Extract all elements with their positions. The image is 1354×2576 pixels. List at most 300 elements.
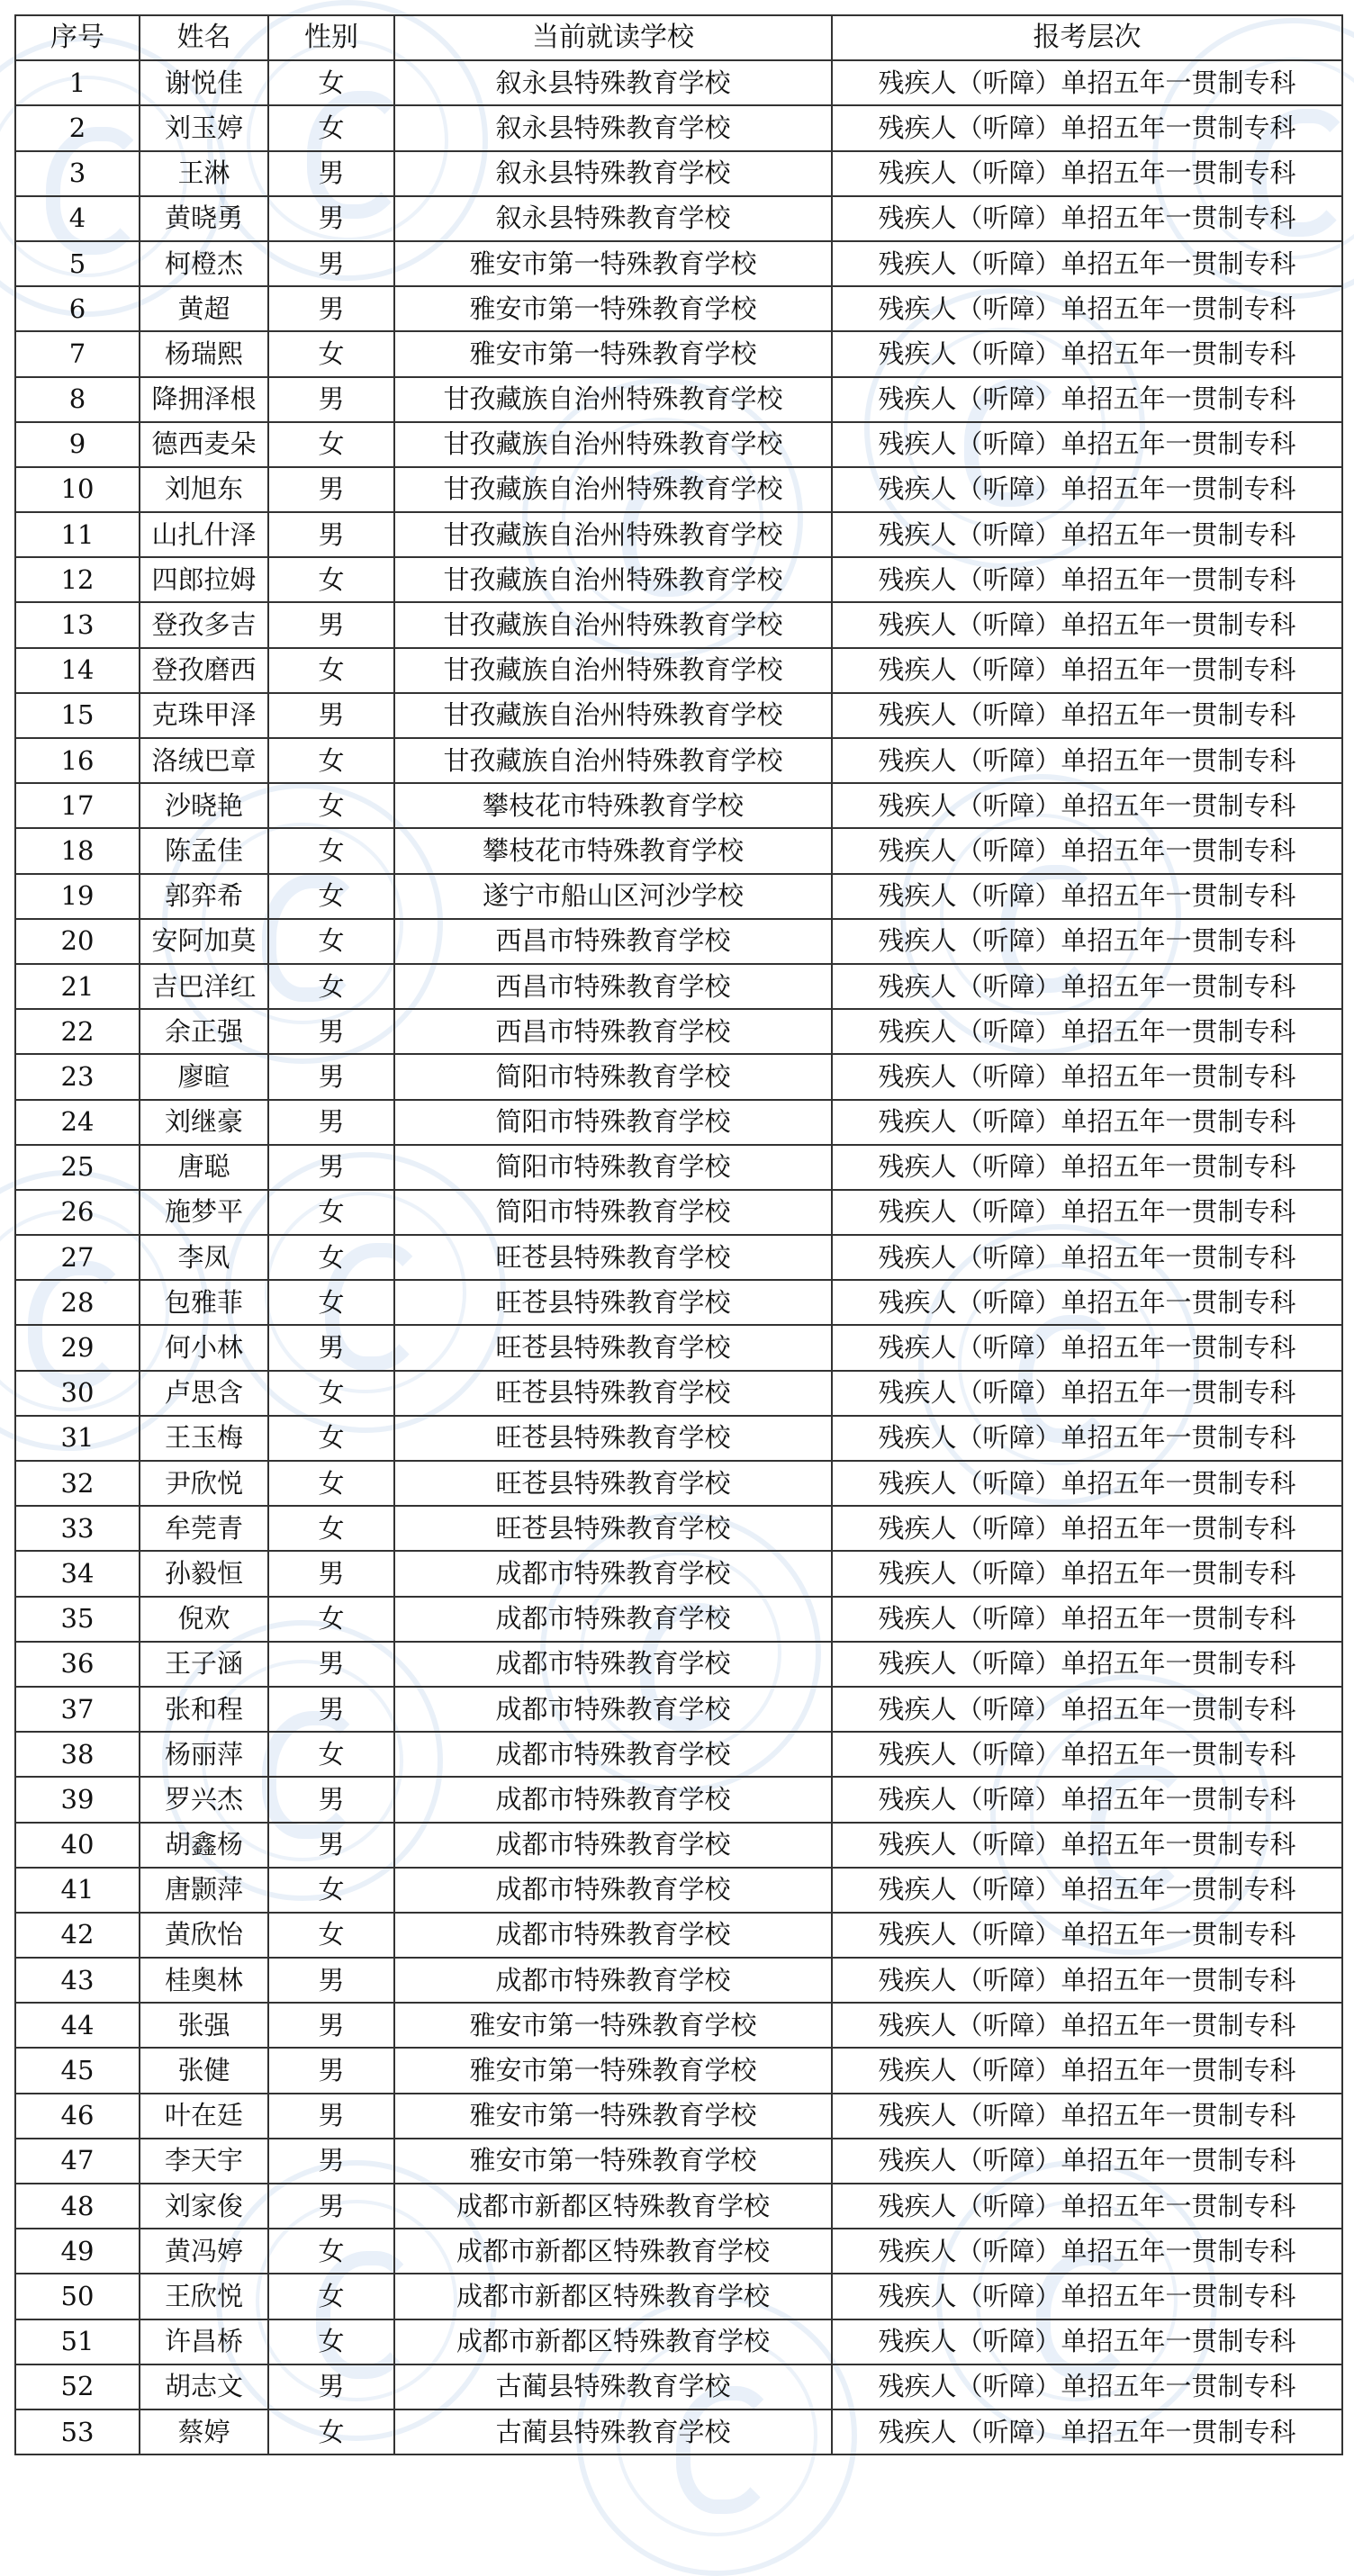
student-name-cell: 四郎拉姆: [140, 557, 268, 602]
gender-cell: 男: [268, 1145, 394, 1190]
table-row: [15, 2229, 1342, 2274]
level-cell: 残疾人（听障）单招五年一贯制专科: [832, 964, 1342, 1009]
row-index-cell: 33: [15, 1506, 140, 1551]
level-cell: 残疾人（听障）单招五年一贯制专科: [832, 2274, 1342, 2319]
table-row: [15, 783, 1342, 828]
student-name-cell: 张强: [140, 2003, 268, 2048]
school-cell: 旺苍县特殊教育学校: [394, 1325, 832, 1370]
table-row: [15, 196, 1342, 241]
gender-cell: 女: [268, 1416, 394, 1461]
school-cell: 旺苍县特殊教育学校: [394, 1506, 832, 1551]
student-name-cell: 叶在廷: [140, 2094, 268, 2139]
school-cell: 雅安市第一特殊教育学校: [394, 2048, 832, 2093]
header-row: [15, 15, 1342, 60]
student-name-cell: 登孜磨西: [140, 648, 268, 693]
table-row: [15, 2139, 1342, 2184]
header-name: 姓名: [140, 15, 268, 60]
gender-cell: 女: [268, 738, 394, 783]
level-cell: 残疾人（听障）单招五年一贯制专科: [832, 783, 1342, 828]
gender-cell: 男: [268, 2003, 394, 2048]
school-cell: 雅安市第一特殊教育学校: [394, 2003, 832, 2048]
level-cell: 残疾人（听障）单招五年一贯制专科: [832, 2364, 1342, 2409]
table-row: [15, 557, 1342, 602]
level-cell: 残疾人（听障）单招五年一贯制专科: [832, 196, 1342, 241]
table-row: [15, 2274, 1342, 2319]
row-index-cell: 41: [15, 1868, 140, 1913]
school-cell: 旺苍县特殊教育学校: [394, 1416, 832, 1461]
row-index-cell: 37: [15, 1687, 140, 1732]
row-index-cell: 26: [15, 1190, 140, 1235]
row-index-cell: 5: [15, 241, 140, 286]
header-index: 序号: [15, 15, 140, 60]
table-row: [15, 60, 1342, 105]
student-name-cell: 王欣悦: [140, 2274, 268, 2319]
student-name-cell: 倪欢: [140, 1597, 268, 1642]
student-name-cell: 柯橙杰: [140, 241, 268, 286]
student-name-cell: 王玉梅: [140, 1416, 268, 1461]
level-cell: 残疾人（听障）单招五年一贯制专科: [832, 1913, 1342, 1958]
student-name-cell: 许昌桥: [140, 2319, 268, 2364]
table-row: [15, 2094, 1342, 2139]
table-row: [15, 105, 1342, 150]
table-row: [15, 2003, 1342, 2048]
row-index-cell: 25: [15, 1145, 140, 1190]
level-cell: 残疾人（听障）单招五年一贯制专科: [832, 2003, 1342, 2048]
level-cell: 残疾人（听障）单招五年一贯制专科: [832, 60, 1342, 105]
gender-cell: 女: [268, 919, 394, 964]
row-index-cell: 14: [15, 648, 140, 693]
gender-cell: 男: [268, 602, 394, 647]
row-index-cell: 19: [15, 874, 140, 919]
level-cell: 残疾人（听障）单招五年一贯制专科: [832, 1868, 1342, 1913]
student-name-cell: 王子涵: [140, 1642, 268, 1687]
student-roster-table: [14, 14, 1343, 2455]
student-name-cell: 登孜多吉: [140, 602, 268, 647]
table-row: [15, 1823, 1342, 1868]
table-row: [15, 1551, 1342, 1596]
level-cell: 残疾人（听障）单招五年一贯制专科: [832, 648, 1342, 693]
student-name-cell: 克珠甲泽: [140, 693, 268, 738]
level-cell: 残疾人（听障）单招五年一贯制专科: [832, 1732, 1342, 1777]
school-cell: 旺苍县特殊教育学校: [394, 1235, 832, 1280]
gender-cell: 男: [268, 196, 394, 241]
table-row: [15, 1461, 1342, 1506]
student-name-cell: 桂奥林: [140, 1958, 268, 2003]
school-cell: 成都市新都区特殊教育学校: [394, 2274, 832, 2319]
level-cell: 残疾人（听障）单招五年一贯制专科: [832, 1551, 1342, 1596]
table-row: [15, 377, 1342, 422]
gender-cell: 女: [268, 60, 394, 105]
school-cell: 叙永县特殊教育学校: [394, 196, 832, 241]
level-cell: 残疾人（听障）单招五年一贯制专科: [832, 1777, 1342, 1822]
gender-cell: 男: [268, 512, 394, 557]
student-name-cell: 胡鑫杨: [140, 1823, 268, 1868]
row-index-cell: 52: [15, 2364, 140, 2409]
level-cell: 残疾人（听障）单招五年一贯制专科: [832, 2319, 1342, 2364]
school-cell: 甘孜藏族自治州特殊教育学校: [394, 648, 832, 693]
row-index-cell: 20: [15, 919, 140, 964]
school-cell: 雅安市第一特殊教育学校: [394, 331, 832, 376]
school-cell: 西昌市特殊教育学校: [394, 919, 832, 964]
row-index-cell: 36: [15, 1642, 140, 1687]
level-cell: 残疾人（听障）单招五年一贯制专科: [832, 1597, 1342, 1642]
gender-cell: 女: [268, 2409, 394, 2454]
table-row: [15, 1868, 1342, 1913]
student-name-cell: 黄晓勇: [140, 196, 268, 241]
table-row: [15, 2409, 1342, 2454]
table-row: [15, 738, 1342, 783]
gender-cell: 男: [268, 2139, 394, 2184]
gender-cell: 女: [268, 1190, 394, 1235]
student-name-cell: 沙晓艳: [140, 783, 268, 828]
student-name-cell: 德西麦朵: [140, 422, 268, 467]
level-cell: 残疾人（听障）单招五年一贯制专科: [832, 105, 1342, 150]
table-row: [15, 1777, 1342, 1822]
school-cell: 西昌市特殊教育学校: [394, 964, 832, 1009]
level-cell: 残疾人（听障）单招五年一贯制专科: [832, 1958, 1342, 2003]
school-cell: 雅安市第一特殊教育学校: [394, 286, 832, 331]
table-row: [15, 1054, 1342, 1099]
gender-cell: 女: [268, 1597, 394, 1642]
row-index-cell: 30: [15, 1371, 140, 1416]
row-index-cell: 11: [15, 512, 140, 557]
row-index-cell: 1: [15, 60, 140, 105]
level-cell: 残疾人（听障）单招五年一贯制专科: [832, 557, 1342, 602]
row-index-cell: 13: [15, 602, 140, 647]
table-row: [15, 1371, 1342, 1416]
row-index-cell: 6: [15, 286, 140, 331]
row-index-cell: 12: [15, 557, 140, 602]
school-cell: 成都市特殊教育学校: [394, 1732, 832, 1777]
table-row: [15, 1009, 1342, 1054]
student-name-cell: 刘家俊: [140, 2184, 268, 2229]
gender-cell: 女: [268, 828, 394, 873]
student-name-cell: 孙毅恒: [140, 1551, 268, 1596]
level-cell: 残疾人（听障）单招五年一贯制专科: [832, 1823, 1342, 1868]
level-cell: 残疾人（听障）单招五年一贯制专科: [832, 1100, 1342, 1145]
gender-cell: 男: [268, 1325, 394, 1370]
row-index-cell: 38: [15, 1732, 140, 1777]
row-index-cell: 16: [15, 738, 140, 783]
table-row: [15, 1687, 1342, 1732]
student-name-cell: 王淋: [140, 151, 268, 196]
school-cell: 叙永县特殊教育学校: [394, 60, 832, 105]
table-row: [15, 1235, 1342, 1280]
level-cell: 残疾人（听障）单招五年一贯制专科: [832, 1235, 1342, 1280]
school-cell: 成都市新都区特殊教育学校: [394, 2319, 832, 2364]
level-cell: 残疾人（听障）单招五年一贯制专科: [832, 286, 1342, 331]
row-index-cell: 47: [15, 2139, 140, 2184]
table-row: [15, 151, 1342, 196]
table-row: [15, 422, 1342, 467]
gender-cell: 女: [268, 1913, 394, 1958]
row-index-cell: 44: [15, 2003, 140, 2048]
gender-cell: 女: [268, 1371, 394, 1416]
level-cell: 残疾人（听障）单招五年一贯制专科: [832, 693, 1342, 738]
school-cell: 攀枝花市特殊教育学校: [394, 783, 832, 828]
gender-cell: 女: [268, 1868, 394, 1913]
table-row: [15, 1642, 1342, 1687]
header-school: 当前就读学校: [394, 15, 832, 60]
school-cell: 成都市特殊教育学校: [394, 1958, 832, 2003]
student-name-cell: 杨瑞熙: [140, 331, 268, 376]
level-cell: 残疾人（听障）单招五年一贯制专科: [832, 1371, 1342, 1416]
level-cell: 残疾人（听障）单招五年一贯制专科: [832, 738, 1342, 783]
row-index-cell: 49: [15, 2229, 140, 2274]
school-cell: 简阳市特殊教育学校: [394, 1054, 832, 1099]
level-cell: 残疾人（听障）单招五年一贯制专科: [832, 602, 1342, 647]
school-cell: 甘孜藏族自治州特殊教育学校: [394, 738, 832, 783]
student-name-cell: 黄超: [140, 286, 268, 331]
level-cell: 残疾人（听障）单招五年一贯制专科: [832, 467, 1342, 512]
gender-cell: 女: [268, 2274, 394, 2319]
row-index-cell: 45: [15, 2048, 140, 2093]
row-index-cell: 15: [15, 693, 140, 738]
school-cell: 简阳市特殊教育学校: [394, 1145, 832, 1190]
row-index-cell: 53: [15, 2409, 140, 2454]
row-index-cell: 29: [15, 1325, 140, 1370]
student-name-cell: 张和程: [140, 1687, 268, 1732]
header-gender: 性别: [268, 15, 394, 60]
gender-cell: 女: [268, 1506, 394, 1551]
row-index-cell: 28: [15, 1280, 140, 1325]
table-row: [15, 828, 1342, 873]
school-cell: 甘孜藏族自治州特殊教育学校: [394, 693, 832, 738]
row-index-cell: 3: [15, 151, 140, 196]
row-index-cell: 4: [15, 196, 140, 241]
level-cell: 残疾人（听障）单招五年一贯制专科: [832, 1687, 1342, 1732]
student-name-cell: 安阿加莫: [140, 919, 268, 964]
student-name-cell: 尹欣悦: [140, 1461, 268, 1506]
row-index-cell: 10: [15, 467, 140, 512]
gender-cell: 男: [268, 2094, 394, 2139]
level-cell: 残疾人（听障）单招五年一贯制专科: [832, 1416, 1342, 1461]
student-name-cell: 李凤: [140, 1235, 268, 1280]
gender-cell: 女: [268, 2229, 394, 2274]
school-cell: 叙永县特殊教育学校: [394, 151, 832, 196]
student-name-cell: 陈孟佳: [140, 828, 268, 873]
row-index-cell: 9: [15, 422, 140, 467]
row-index-cell: 51: [15, 2319, 140, 2364]
gender-cell: 女: [268, 422, 394, 467]
table-body: [15, 60, 1342, 2454]
gender-cell: 男: [268, 2364, 394, 2409]
gender-cell: 男: [268, 2184, 394, 2229]
table-row: [15, 1958, 1342, 2003]
level-cell: 残疾人（听障）单招五年一贯制专科: [832, 422, 1342, 467]
table-row: [15, 331, 1342, 376]
school-cell: 甘孜藏族自治州特殊教育学校: [394, 467, 832, 512]
table-row: [15, 1190, 1342, 1235]
gender-cell: 女: [268, 2319, 394, 2364]
school-cell: 成都市特殊教育学校: [394, 1777, 832, 1822]
table-row: [15, 2319, 1342, 2364]
student-name-cell: 施梦平: [140, 1190, 268, 1235]
table-row: [15, 1416, 1342, 1461]
student-name-cell: 刘旭东: [140, 467, 268, 512]
school-cell: 雅安市第一特殊教育学校: [394, 2139, 832, 2184]
table-row: [15, 964, 1342, 1009]
gender-cell: 男: [268, 2048, 394, 2093]
school-cell: 古蔺县特殊教育学校: [394, 2364, 832, 2409]
gender-cell: 男: [268, 1642, 394, 1687]
row-index-cell: 27: [15, 1235, 140, 1280]
row-index-cell: 8: [15, 377, 140, 422]
student-name-cell: 唐聪: [140, 1145, 268, 1190]
student-name-cell: 罗兴杰: [140, 1777, 268, 1822]
school-cell: 成都市新都区特殊教育学校: [394, 2184, 832, 2229]
table-row: [15, 467, 1342, 512]
school-cell: 旺苍县特殊教育学校: [394, 1371, 832, 1416]
gender-cell: 男: [268, 1687, 394, 1732]
school-cell: 成都市特殊教育学校: [394, 1913, 832, 1958]
school-cell: 甘孜藏族自治州特殊教育学校: [394, 602, 832, 647]
table-row: [15, 1732, 1342, 1777]
row-index-cell: 32: [15, 1461, 140, 1506]
level-cell: 残疾人（听障）单招五年一贯制专科: [832, 1009, 1342, 1054]
row-index-cell: 24: [15, 1100, 140, 1145]
school-cell: 成都市特殊教育学校: [394, 1597, 832, 1642]
table-row: [15, 241, 1342, 286]
school-cell: 旺苍县特殊教育学校: [394, 1461, 832, 1506]
student-name-cell: 廖暄: [140, 1054, 268, 1099]
table-row: [15, 648, 1342, 693]
school-cell: 成都市新都区特殊教育学校: [394, 2229, 832, 2274]
school-cell: 成都市特殊教育学校: [394, 1551, 832, 1596]
row-index-cell: 21: [15, 964, 140, 1009]
gender-cell: 男: [268, 1100, 394, 1145]
student-name-cell: 卢思含: [140, 1371, 268, 1416]
school-cell: 叙永县特殊教育学校: [394, 105, 832, 150]
school-cell: 成都市特殊教育学校: [394, 1642, 832, 1687]
school-cell: 甘孜藏族自治州特殊教育学校: [394, 422, 832, 467]
student-name-cell: 余正强: [140, 1009, 268, 1054]
gender-cell: 女: [268, 1280, 394, 1325]
table-row: [15, 1100, 1342, 1145]
row-index-cell: 2: [15, 105, 140, 150]
table-row: [15, 1506, 1342, 1551]
table-row: [15, 2184, 1342, 2229]
school-cell: 甘孜藏族自治州特殊教育学校: [394, 512, 832, 557]
gender-cell: 男: [268, 1777, 394, 1822]
row-index-cell: 42: [15, 1913, 140, 1958]
level-cell: 残疾人（听障）单招五年一贯制专科: [832, 828, 1342, 873]
level-cell: 残疾人（听障）单招五年一贯制专科: [832, 919, 1342, 964]
student-name-cell: 胡志文: [140, 2364, 268, 2409]
level-cell: 残疾人（听障）单招五年一贯制专科: [832, 2409, 1342, 2454]
gender-cell: 女: [268, 1461, 394, 1506]
gender-cell: 男: [268, 377, 394, 422]
row-index-cell: 40: [15, 1823, 140, 1868]
level-cell: 残疾人（听障）单招五年一贯制专科: [832, 2184, 1342, 2229]
student-name-cell: 吉巴洋红: [140, 964, 268, 1009]
level-cell: 残疾人（听障）单招五年一贯制专科: [832, 1054, 1342, 1099]
student-name-cell: 刘继豪: [140, 1100, 268, 1145]
level-cell: 残疾人（听障）单招五年一贯制专科: [832, 1461, 1342, 1506]
table-row: [15, 602, 1342, 647]
level-cell: 残疾人（听障）单招五年一贯制专科: [832, 151, 1342, 196]
level-cell: 残疾人（听障）单招五年一贯制专科: [832, 377, 1342, 422]
student-name-cell: 包雅菲: [140, 1280, 268, 1325]
student-name-cell: 杨丽萍: [140, 1732, 268, 1777]
gender-cell: 女: [268, 557, 394, 602]
student-name-cell: 谢悦佳: [140, 60, 268, 105]
student-name-cell: 降拥泽根: [140, 377, 268, 422]
student-name-cell: 蔡婷: [140, 2409, 268, 2454]
student-name-cell: 张健: [140, 2048, 268, 2093]
student-name-cell: 黄冯婷: [140, 2229, 268, 2274]
gender-cell: 男: [268, 286, 394, 331]
row-index-cell: 34: [15, 1551, 140, 1596]
level-cell: 残疾人（听障）单招五年一贯制专科: [832, 2094, 1342, 2139]
student-name-cell: 黄欣怡: [140, 1913, 268, 1958]
table-row: [15, 1597, 1342, 1642]
level-cell: 残疾人（听障）单招五年一贯制专科: [832, 512, 1342, 557]
student-name-cell: 刘玉婷: [140, 105, 268, 150]
gender-cell: 女: [268, 783, 394, 828]
level-cell: 残疾人（听障）单招五年一贯制专科: [832, 331, 1342, 376]
gender-cell: 男: [268, 693, 394, 738]
header-level: 报考层次: [832, 15, 1342, 60]
school-cell: 旺苍县特殊教育学校: [394, 1280, 832, 1325]
student-name-cell: 何小林: [140, 1325, 268, 1370]
school-cell: 简阳市特殊教育学校: [394, 1100, 832, 1145]
table-row: [15, 1145, 1342, 1190]
row-index-cell: 50: [15, 2274, 140, 2319]
level-cell: 残疾人（听障）单招五年一贯制专科: [832, 1190, 1342, 1235]
gender-cell: 男: [268, 1551, 394, 1596]
table-row: [15, 1913, 1342, 1958]
student-name-cell: 山扎什泽: [140, 512, 268, 557]
gender-cell: 女: [268, 1732, 394, 1777]
school-cell: 雅安市第一特殊教育学校: [394, 2094, 832, 2139]
school-cell: 古蔺县特殊教育学校: [394, 2409, 832, 2454]
school-cell: 攀枝花市特殊教育学校: [394, 828, 832, 873]
school-cell: 遂宁市船山区河沙学校: [394, 874, 832, 919]
level-cell: 残疾人（听障）单招五年一贯制专科: [832, 874, 1342, 919]
level-cell: 残疾人（听障）单招五年一贯制专科: [832, 1145, 1342, 1190]
school-cell: 甘孜藏族自治州特殊教育学校: [394, 377, 832, 422]
school-cell: 甘孜藏族自治州特殊教育学校: [394, 557, 832, 602]
gender-cell: 女: [268, 105, 394, 150]
row-index-cell: 48: [15, 2184, 140, 2229]
table-row: [15, 1325, 1342, 1370]
gender-cell: 男: [268, 467, 394, 512]
table-row: [15, 693, 1342, 738]
student-name-cell: 唐颢萍: [140, 1868, 268, 1913]
school-cell: 雅安市第一特殊教育学校: [394, 241, 832, 286]
gender-cell: 男: [268, 1054, 394, 1099]
row-index-cell: 39: [15, 1777, 140, 1822]
gender-cell: 女: [268, 1235, 394, 1280]
gender-cell: 男: [268, 151, 394, 196]
table-row: [15, 2048, 1342, 2093]
school-cell: 简阳市特殊教育学校: [394, 1190, 832, 1235]
level-cell: 残疾人（听障）单招五年一贯制专科: [832, 2048, 1342, 2093]
student-name-cell: 洛绒巴章: [140, 738, 268, 783]
row-index-cell: 46: [15, 2094, 140, 2139]
school-cell: 成都市特殊教育学校: [394, 1868, 832, 1913]
row-index-cell: 7: [15, 331, 140, 376]
table-row: [15, 874, 1342, 919]
gender-cell: 男: [268, 241, 394, 286]
level-cell: 残疾人（听障）单招五年一贯制专科: [832, 1325, 1342, 1370]
level-cell: 残疾人（听障）单招五年一贯制专科: [832, 241, 1342, 286]
gender-cell: 男: [268, 1823, 394, 1868]
table-row: [15, 2364, 1342, 2409]
row-index-cell: 31: [15, 1416, 140, 1461]
level-cell: 残疾人（听障）单招五年一贯制专科: [832, 1280, 1342, 1325]
